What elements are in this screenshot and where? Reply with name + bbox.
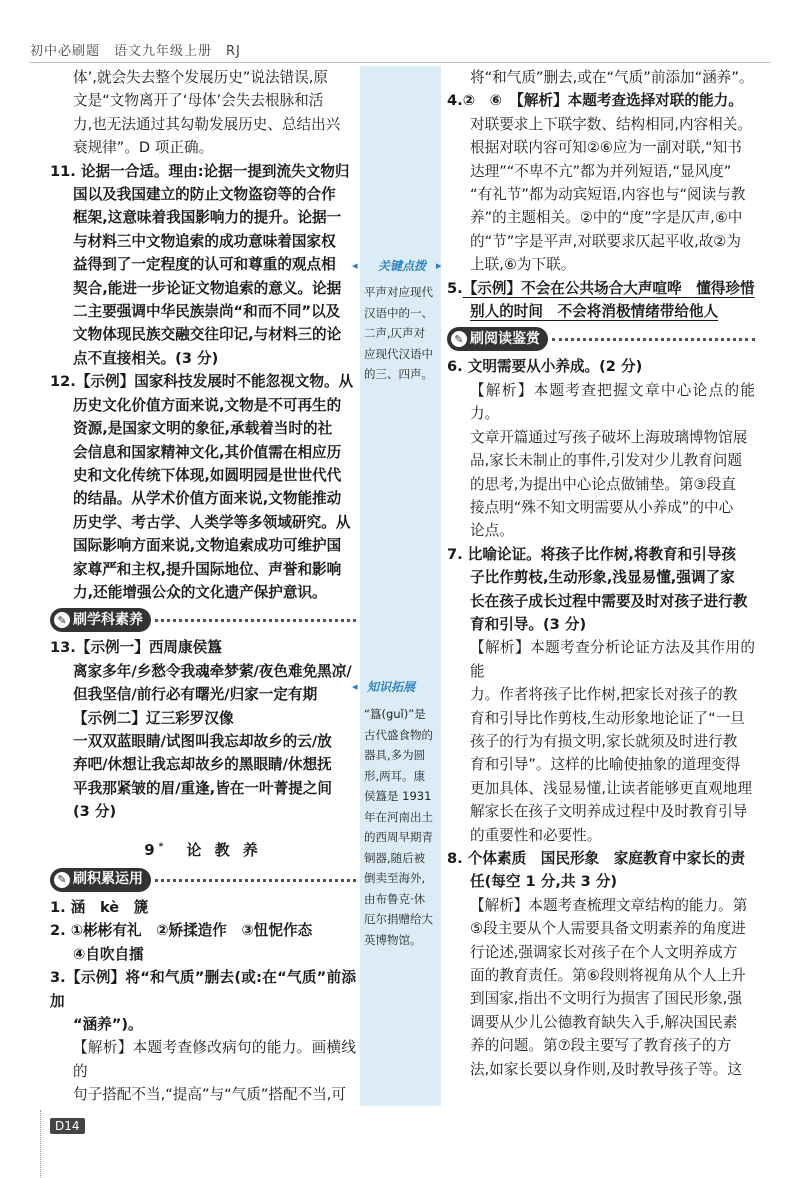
q11-line: 契合,能进一步论证文物追索的意义。论据 bbox=[73, 279, 342, 297]
r6-line: 接点明“殊不知文明需要从小养成”的中心 bbox=[470, 498, 734, 516]
r4-line: 达理”“不卑不亢”都为并列短语,“显风度” bbox=[470, 162, 732, 180]
q12-line: 历史学、考古学、人类学等多领域研究。从 bbox=[73, 513, 351, 531]
r7-line: 育和引导”。这样的比喻使抽象的道理变得 bbox=[470, 756, 741, 774]
q12-line: 史和文化传统下体现,如圆明园是世世代代 bbox=[73, 466, 342, 484]
q13-line: 但我坚信/前行必有曙光/归家一定有期 bbox=[73, 686, 318, 704]
r7-line: 孩子的行为有损文明,家长就须及时进行教 bbox=[470, 732, 738, 750]
arrow-left-icon: ◂ bbox=[352, 680, 358, 693]
q11-line: 与材料三中文物追索的成功意味着国家权 bbox=[73, 232, 336, 250]
page-corner-mark bbox=[40, 1110, 42, 1178]
tip-line: 由布鲁克·休 bbox=[364, 891, 426, 906]
r5-line: 别人的时间 不会将消极情绪带给他人 bbox=[470, 303, 719, 321]
q11-line: 框架,这意味着我国影响力的提升。论据一 bbox=[73, 209, 342, 227]
r7-line: 力。作者将孩子比作树,把家长对孩子的教 bbox=[470, 686, 738, 704]
tip-line: 的西周早期青 bbox=[364, 830, 433, 844]
banner-subject-literacy bbox=[50, 608, 356, 632]
page-header: 初中必刷题 语文九年级上册 RJ bbox=[30, 44, 241, 59]
tip-line: 侯簋是 1931 bbox=[364, 789, 432, 803]
q11-line: 益得到了一定程度的认可和尊重的观点相 bbox=[73, 256, 336, 274]
r7-line: 育和引导比作剪枝,生动形象地论证了“一旦 bbox=[470, 709, 745, 727]
arrow-right-icon: ▸ bbox=[436, 259, 442, 272]
r8-line: 【解析】本题考查梳理文章结构的能力。第 bbox=[470, 896, 748, 914]
tip-line: 英博物馆。 bbox=[364, 932, 422, 947]
tip-line: 形,两耳。康 bbox=[364, 768, 426, 783]
q13-line: 离家多年/乡愁令我魂牵梦萦/夜色难免黑凉/ bbox=[73, 662, 352, 680]
left-column bbox=[50, 66, 356, 1107]
r8-line-1: 8. 个体素质 国民形象 家庭教育中家长的责 bbox=[447, 850, 746, 867]
r8-line: ⑤段主要从个人需要具备文明素养的角度进 bbox=[470, 920, 746, 938]
a2-line: 2. ①彬彬有礼 ②矫揉造作 ③忸怩作态 bbox=[50, 922, 313, 940]
r4-line: 的“节”字是平声,对联要求仄起平收,故②为 bbox=[470, 232, 741, 250]
r4-line: “有礼节”都为动宾短语,内容也与“阅读与教 bbox=[470, 186, 746, 204]
banner-reading bbox=[447, 327, 755, 351]
r8-line: 养的问题。第⑦段主要写了教育孩子的方 bbox=[470, 1037, 732, 1055]
r6-line: 论点。 bbox=[470, 522, 514, 540]
r4-line: 根据对联内容可知②⑥应为一副对联,“知书 bbox=[470, 139, 742, 157]
q12-line: 国际影响方面来说,文物追索成功可维护国 bbox=[73, 537, 342, 555]
r7-head-line: 子比作剪枝,生动形象,浅显易懂,强调了家 bbox=[470, 569, 735, 587]
r7-line: 【解析】本题考查分析论证方法及其作用的能 bbox=[470, 639, 755, 680]
r8-line: 法,如家长要以身作则,及时教导孩子等。这 bbox=[470, 1060, 742, 1078]
r8-head-line: 任(每空 1 分,共 3 分) bbox=[470, 873, 618, 891]
intro-line: 文是“文物离开了‘母体’会失去根脉和活 bbox=[73, 92, 324, 110]
q12-line-1: 12.【示例】国家科技发展时不能忽视文物。从 bbox=[50, 373, 354, 391]
a3-line: 3.【示例】将“和气质”删去(或:在“气质”前添加 bbox=[50, 969, 356, 1010]
q13-line: 【示例二】辽三彩罗汉像 bbox=[73, 709, 234, 727]
a3-analysis: 【解析】本题考查修改病句的能力。画横线的 bbox=[73, 1039, 356, 1080]
tip-title-knowledge: 知识拓展 bbox=[367, 680, 416, 694]
tip-key-points bbox=[364, 282, 437, 385]
q11-line: 国以及我国建立的防止文物盗窃等的合作 bbox=[73, 186, 336, 204]
book-icon: ✎ bbox=[451, 331, 467, 347]
r4-line: 上联,⑥为下联。 bbox=[470, 256, 576, 274]
r4-line: 对联要求上下联字数、结构相同,内容相关。 bbox=[470, 115, 752, 133]
tip-title-key-points: 关键点拨 bbox=[378, 259, 427, 273]
intro-line: 力,也无法通过其勾勒发展历史、总结出兴 bbox=[73, 115, 341, 133]
r8-line: 调要从少儿公德教育缺失入手,解决国民素 bbox=[470, 1013, 738, 1031]
tip-line: 倒卖至海外, bbox=[364, 871, 426, 885]
header-divider bbox=[30, 62, 770, 63]
q11-line: 文物体现民族交融交往印记,与材料三的论 bbox=[73, 326, 342, 344]
arrow-left-icon: ◂ bbox=[352, 259, 358, 272]
q12-line: 的结晶。从学术价值方面来说,文物能推动 bbox=[73, 490, 342, 508]
r8-line: 面的教育责任。第⑥段则将视角从个人上升 bbox=[470, 967, 746, 985]
continued-line: 将“和气质”删去,或在“气质”前添加“涵养”。 bbox=[470, 69, 754, 86]
q13-line: 一双双蓝眼睛/试图叫我忘却故乡的云/放 bbox=[73, 732, 332, 750]
q13-line-1: 13.【示例一】西周康侯簋 bbox=[50, 639, 222, 657]
banner-dots bbox=[552, 338, 755, 341]
banner-badge: ✎ 刷积累运用 bbox=[50, 868, 151, 892]
r7-line: 更加具体、浅显易懂,让读者能够更直观地理 bbox=[470, 779, 752, 797]
banner-badge: ✎ 刷学科素养 bbox=[50, 608, 151, 632]
q11-line: 二主要强调中华民族崇尚“和而不同”以及 bbox=[73, 303, 341, 321]
q12-line: 力,还能增强公众的文化遗产保护意识。 bbox=[73, 583, 327, 601]
q11-number: 11. bbox=[50, 162, 76, 180]
tip-line: 应现代汉语中 bbox=[364, 346, 433, 361]
intro-line: 衰规律”。D 项正确。 bbox=[73, 139, 214, 157]
q13-line: (3 分) bbox=[73, 803, 117, 821]
tip-line: 汉语中的一、 bbox=[364, 305, 433, 320]
r6-line: 品,家长未制止的事件,引发对少儿教育问题 bbox=[470, 452, 742, 470]
tip-line: 的三、四声。 bbox=[364, 367, 433, 381]
section-number: 9 bbox=[144, 840, 159, 859]
banner-dots bbox=[155, 879, 356, 882]
page-number: D14 bbox=[50, 1118, 85, 1134]
banner-dots bbox=[155, 619, 356, 622]
tip-line: 年在河南出土 bbox=[364, 809, 433, 824]
q11-line: 点不直接相关。(3 分) bbox=[73, 349, 219, 367]
tip-line: 器具,多为圆 bbox=[364, 748, 426, 762]
intro-line: 体’,就会失去整个发展历史”说法错误,原 bbox=[73, 69, 328, 86]
q13-line: 弃吧/休想让我忘却故乡的黑眼睛/休想抚 bbox=[73, 756, 332, 774]
a2-line: ④自吹自擂 bbox=[73, 945, 144, 963]
q13-line: 平我那紧皱的眉/重逢,皆在一叶菁提之间 bbox=[73, 779, 332, 797]
tip-line: 厄尔捐赠给大 bbox=[364, 912, 433, 926]
sidebar-notes bbox=[360, 66, 441, 1106]
r8-line: 到国家,指出不文明行为损害了国民形象,强 bbox=[470, 990, 742, 1008]
section-heading: 9* 论 教 养 bbox=[144, 840, 262, 859]
r4-line: 养”的主题相关。②中的“度”字是仄声,⑥中 bbox=[470, 209, 743, 227]
r7-head-line: 育和引导。(3 分) bbox=[470, 615, 587, 633]
tip-line: 二声,仄声对 bbox=[364, 326, 426, 340]
tip-knowledge bbox=[364, 704, 437, 950]
r7-line: 的重要性和必要性。 bbox=[470, 826, 602, 844]
q12-line: 历史文化价值方面来说,文物是不可再生的 bbox=[73, 396, 342, 414]
banner-accumulation bbox=[50, 868, 356, 892]
r4-line-1: 4.② ⑥ 【解析】本题考查选择对联的能力。 bbox=[447, 92, 743, 110]
a1-line: 1. 涵 kè 篪 bbox=[50, 899, 149, 916]
a3-analysis: 句子搭配不当,“提高”与“气质”搭配不当,可 bbox=[73, 1086, 347, 1104]
section-title: 论 教 养 bbox=[186, 840, 262, 859]
q12-line: 家尊严和主权,提升国际地位、声誉和影响 bbox=[73, 560, 342, 578]
a3-line: “涵养”)。 bbox=[73, 1016, 143, 1034]
q12-line: 资源,是国家文明的象征,承载着当时的社 bbox=[73, 420, 333, 438]
banner-badge: ✎ 刷阅读鉴赏 bbox=[447, 327, 548, 351]
r6-line: 文章开篇通过写孩子破坏上海玻璃博物馆展 bbox=[470, 428, 748, 446]
tip-line: 铜器,随后被 bbox=[364, 850, 426, 865]
r8-line: 行论述,强调家长对孩子在个人文明养成方 bbox=[470, 943, 738, 961]
r6-line: 的思考,为提出中心论点做铺垫。第③段直 bbox=[470, 475, 736, 493]
r6-line: 【解析】本题考查把握文章中心论点的能力。 bbox=[470, 381, 755, 423]
r6-line-1: 6. 文明需要从小养成。(2 分) bbox=[447, 358, 643, 376]
tip-line: “簋(guǐ)”是 bbox=[364, 707, 426, 721]
book-icon: ✎ bbox=[54, 612, 70, 628]
tip-line: 平声对应现代 bbox=[364, 285, 433, 299]
q12-line: 会信息和国家精神文化,其价值需在相应历 bbox=[73, 443, 342, 461]
r7-head-line: 长在孩子成长过程中需要及时对孩子进行教 bbox=[470, 592, 748, 610]
r5-line-1: 5.【示例】不会在公共场合大声喧哗 懂得珍惜 bbox=[447, 279, 755, 297]
book-icon: ✎ bbox=[54, 872, 70, 888]
q11-line-1: 11. 论据一合适。理由:论据一提到流失文物归 bbox=[50, 162, 350, 180]
r7-line-1: 7. 比喻论证。将孩子比作树,将教育和引导孩 bbox=[447, 545, 737, 563]
r7-line: 解家长在孩子文明养成过程中及时教育引导 bbox=[470, 803, 748, 821]
tip-line: 古代盛食物的 bbox=[364, 727, 433, 742]
right-column bbox=[447, 66, 755, 1081]
